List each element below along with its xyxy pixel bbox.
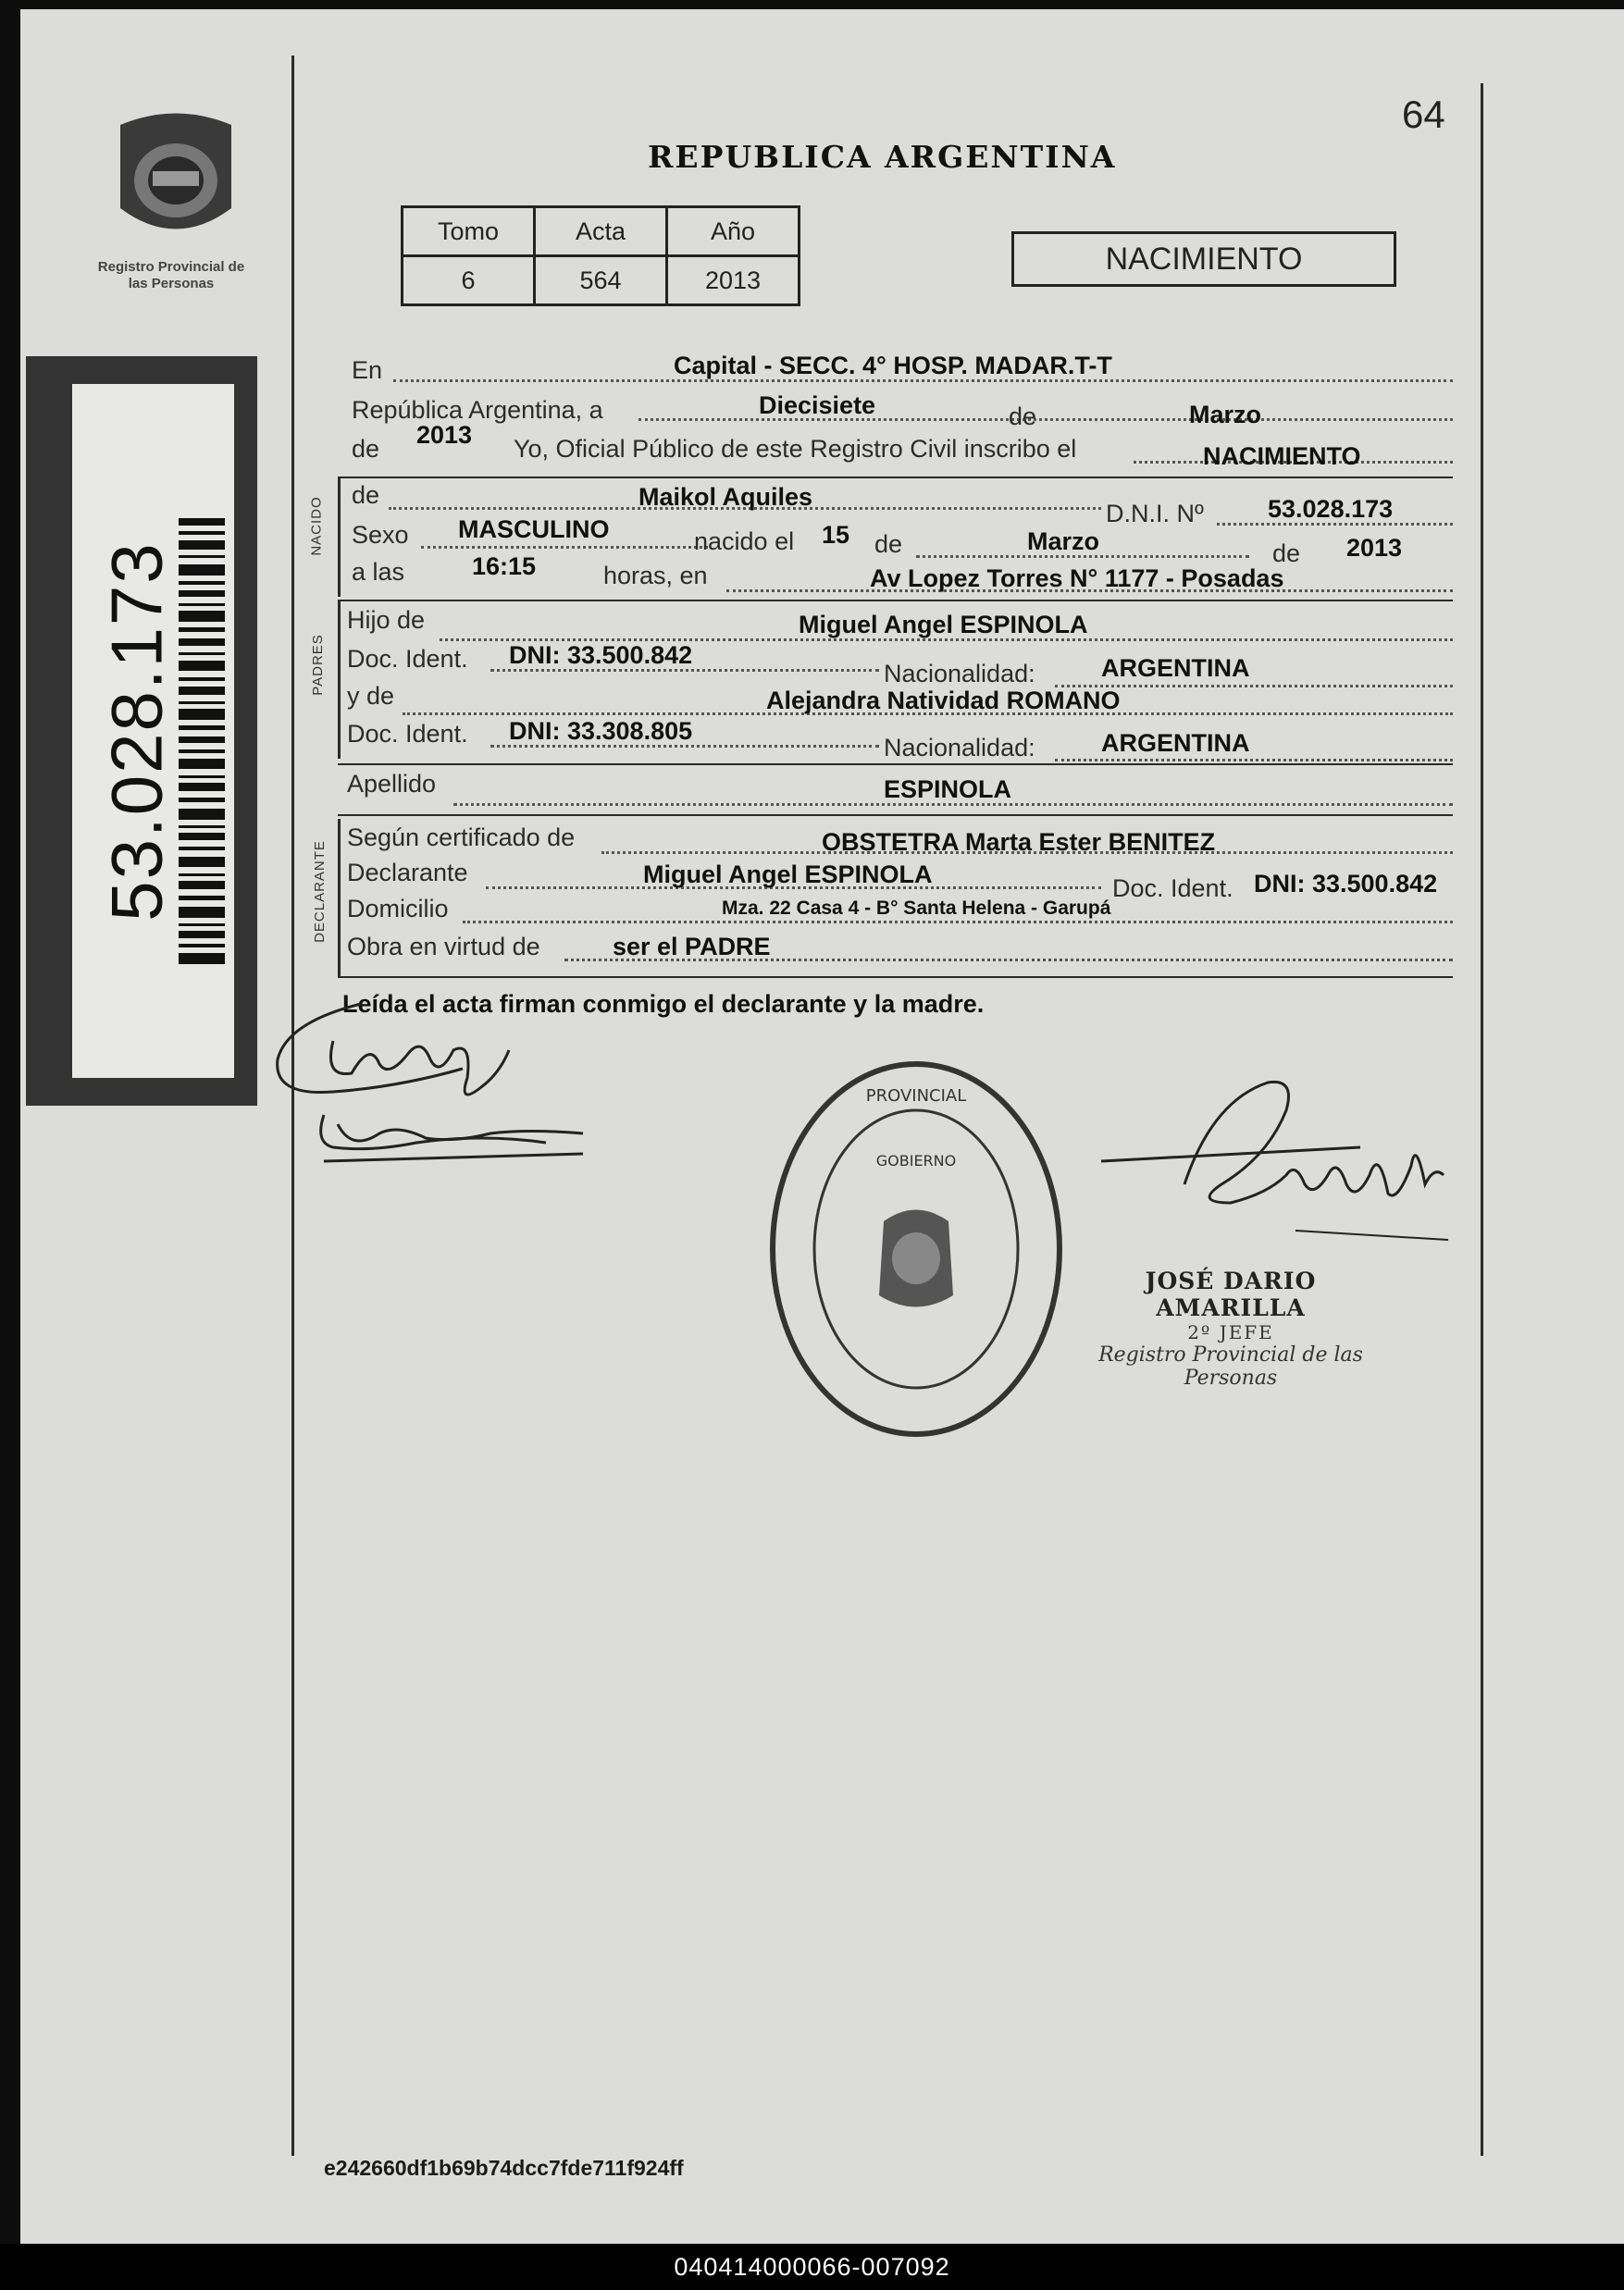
book-value-tomo: 6	[403, 256, 535, 305]
svg-text:PROVINCIAL: PROVINCIAL	[865, 1086, 967, 1106]
en-label: En	[352, 356, 383, 384]
book-value-anio: 2013	[667, 256, 800, 305]
cert-label: Según certificado de	[347, 823, 576, 851]
declarante-tag: DECLARANTE	[311, 840, 328, 943]
birth-place: Av Lopez Torres N° 1177 - Posadas	[870, 564, 1284, 592]
birth-day: 15	[822, 521, 850, 549]
officer-signature	[1083, 1073, 1471, 1277]
de-label: de	[1009, 402, 1037, 430]
declarante-doc-label: Doc. Ident.	[1112, 874, 1233, 902]
barcode-graphic	[179, 518, 225, 972]
apellido-bottom-rule	[338, 814, 1453, 816]
domicilio-label: Domicilio	[347, 895, 449, 922]
obra-value: ser el PADRE	[613, 933, 771, 960]
birth-year: 2013	[1346, 534, 1403, 562]
declarante-bottom-rule	[338, 976, 1453, 978]
apellido-value: ESPINOLA	[884, 775, 1012, 803]
father-doc-label: Doc. Ident.	[347, 645, 468, 673]
sexo-value: MASCULINO	[458, 515, 610, 543]
mother-nationality: ARGENTINA	[1101, 729, 1250, 757]
father-doc: DNI: 33.500.842	[509, 641, 693, 669]
year-value: 2013	[416, 421, 473, 449]
registry-shield-icon	[102, 106, 250, 254]
obra-label: Obra en virtud de	[347, 933, 540, 960]
y-de-label: y de	[347, 682, 395, 710]
a-las-label: a las	[352, 558, 405, 586]
padres-tag: PADRES	[309, 634, 326, 696]
svg-text:GOBIERNO: GOBIERNO	[875, 1152, 957, 1170]
officer-block	[1073, 1268, 1388, 1390]
nacido-tag: NACIDO	[308, 496, 325, 556]
right-margin-rule	[1481, 83, 1483, 2156]
apellido-label: Apellido	[347, 770, 437, 798]
mother-nat-label: Nacionalidad:	[884, 734, 1035, 761]
country-title: REPUBLICA ARGENTINA	[648, 139, 1117, 175]
mother-doc: DNI: 33.308.805	[509, 717, 693, 745]
book-header-acta: Acta	[535, 207, 667, 256]
book-header-tomo: Tomo	[403, 207, 535, 256]
side-barcode-inner	[72, 384, 234, 1078]
nacido-bracket	[338, 477, 341, 597]
footer-code-bar: 040414000066-007092	[0, 2244, 1624, 2290]
apellido-top-rule	[338, 763, 1453, 765]
mother-doc-label: Doc. Ident.	[347, 720, 468, 748]
hijo-de-label: Hijo de	[347, 606, 426, 634]
padres-top-rule	[338, 600, 1453, 601]
cert-value: OBSTETRA Marta Ester BENITEZ	[822, 828, 1216, 856]
page-number: 64	[1402, 93, 1445, 136]
de2-label: de	[352, 435, 380, 463]
yo-text: Yo, Oficial Público de este Registro Civil inscribo el	[514, 435, 1077, 463]
book-header-anio: Año	[667, 207, 800, 256]
domicilio-dots	[463, 921, 1453, 923]
domicilio-value: Mza. 22 Casa 4 - B° Santa Helena - Garupá	[722, 897, 1111, 919]
child-name: Maikol Aquiles	[638, 483, 813, 511]
declarante-doc-value: DNI: 33.500.842	[1254, 870, 1438, 897]
official-seal	[759, 1046, 1073, 1443]
day-words: Diecisiete	[759, 391, 876, 419]
father-nationality: ARGENTINA	[1101, 654, 1250, 682]
act-type-box: NACIMIENTO	[1011, 231, 1396, 287]
side-id-number: 53.028.173	[95, 541, 178, 922]
horas-label: horas, en	[603, 562, 708, 589]
book-value-acta: 564	[535, 256, 667, 305]
child-dni: 53.028.173	[1268, 495, 1394, 523]
birth-month: Marzo	[1027, 527, 1100, 555]
sexo-label: Sexo	[352, 521, 409, 549]
father-nat-label: Nacionalidad:	[884, 660, 1035, 687]
mother-name: Alejandra Natividad ROMANO	[766, 687, 1121, 714]
nacido-de3-label: de	[1272, 539, 1301, 567]
closing-statement: Leída el acta firman conmigo el declarante y la madre.	[342, 990, 985, 1018]
birth-time: 16:15	[472, 552, 537, 580]
dni-label: D.N.I. Nº	[1106, 500, 1204, 527]
father-name: Miguel Angel ESPINOLA	[799, 611, 1088, 638]
inscription-value: NACIMIENTO	[1203, 442, 1361, 470]
republica-label: República Argentina, a	[352, 396, 603, 424]
officer-role: 2º JEFE	[1187, 1321, 1274, 1343]
officer-name: JOSÉ DARIO AMARILLA	[1145, 1268, 1317, 1321]
sexo-dots	[421, 546, 708, 549]
nacido-el-label: nacido el	[694, 527, 795, 555]
nacido-de-label: de	[352, 481, 380, 509]
declarante-bracket	[338, 819, 341, 976]
nacido-top-rule	[338, 477, 1453, 478]
nacido-de2-label: de	[874, 530, 903, 558]
registry-logo-text: Registro Provincial de las Personas	[97, 259, 245, 291]
book-reference-table	[401, 205, 800, 306]
declarant-signature	[268, 985, 620, 1198]
declarante-label: Declarante	[347, 859, 468, 886]
en-value: Capital - SECC. 4° HOSP. MADAR.T-T	[674, 352, 1112, 379]
padres-bracket	[338, 601, 341, 759]
month-value: Marzo	[1189, 401, 1262, 428]
officer-org: Registro Provincial de las Personas	[1098, 1343, 1363, 1390]
declarante-value: Miguel Angel ESPINOLA	[643, 860, 933, 888]
mother-nat-dots	[1055, 759, 1453, 761]
side-barcode-panel	[26, 356, 257, 1106]
document-hash: e242660df1b69b74dcc7fde711f924ff	[324, 2156, 684, 2180]
